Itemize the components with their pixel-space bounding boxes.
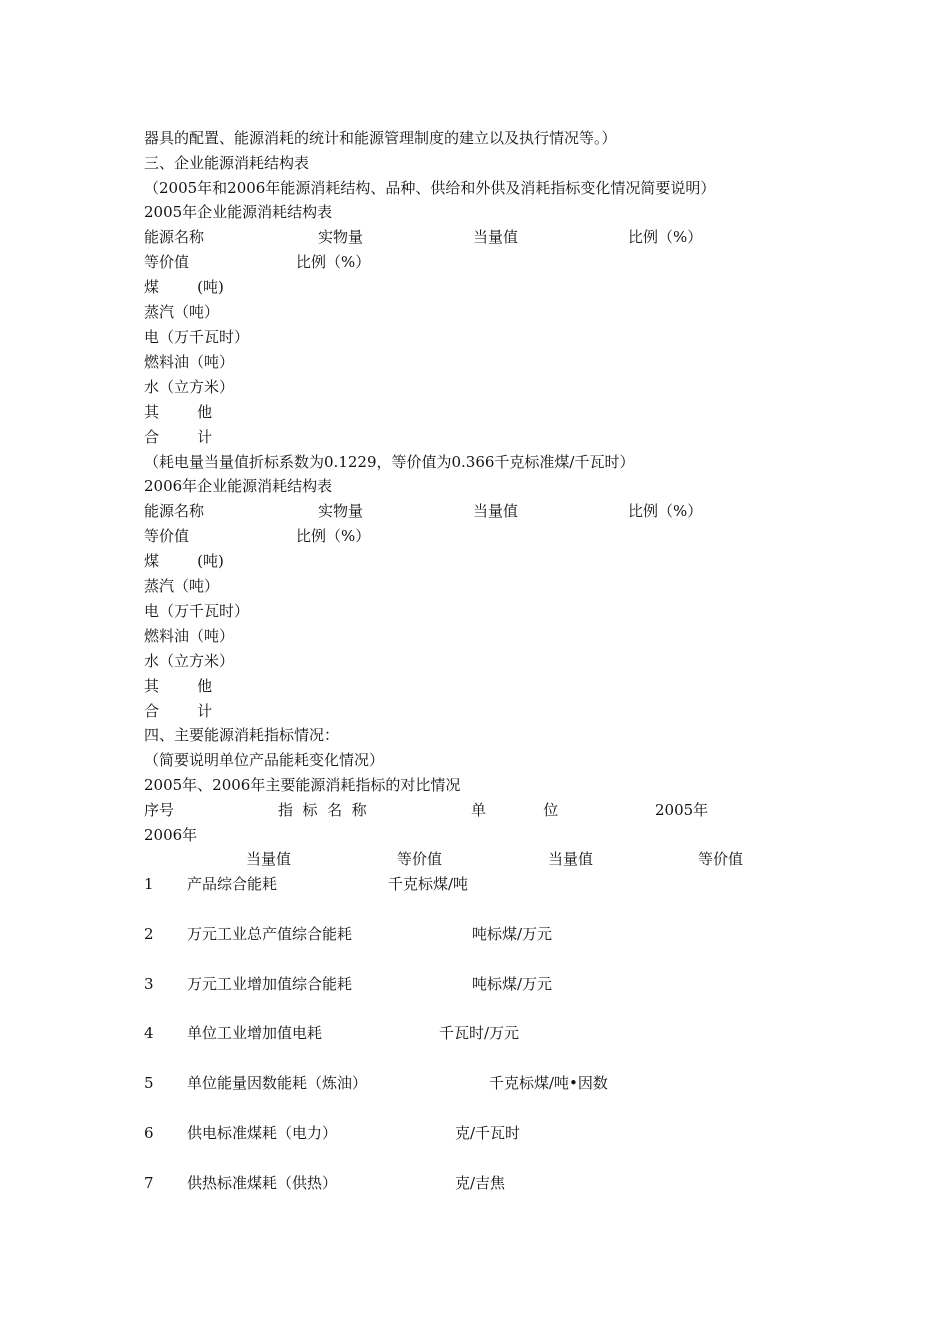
section-three-heading: 三、企业能源消耗结构表	[144, 154, 310, 172]
table-row: 其 他	[144, 677, 213, 695]
subheader-equivalent-2005: 当量值	[246, 850, 292, 868]
table-row: 电（万千瓦时）	[144, 328, 250, 346]
header-year-2005: 2005年	[655, 801, 709, 819]
comparison-table-title: 2005年、2006年主要能源消耗指标的对比情况	[144, 776, 461, 794]
header-ratio-2: 比例（%）	[296, 527, 371, 545]
header-physical-qty: 实物量	[318, 502, 364, 520]
row-unit: 千克标煤/吨	[388, 875, 469, 893]
section-three-note: （2005年和2006年能源消耗结构、品种、供给和外供及消耗指标变化情况简要说明）	[144, 179, 716, 197]
row-number: 6	[144, 1124, 154, 1142]
table-row: 蒸汽（吨）	[144, 303, 220, 321]
row-indicator-name: 万元工业总产值综合能耗	[187, 925, 353, 943]
header-ratio: 比例（%）	[628, 502, 703, 520]
row-number: 7	[144, 1174, 154, 1192]
header-equivalent-value: 当量值	[473, 228, 519, 246]
header-index: 序号	[144, 801, 175, 819]
row-indicator-name: 供电标准煤耗（电力）	[187, 1124, 338, 1142]
conversion-footnote: （耗电量当量值折标系数为0.1229，等价值为0.366千克标准煤/千瓦时）	[144, 453, 635, 471]
row-unit: 千瓦时/万元	[439, 1024, 520, 1042]
table-row: 电（万千瓦时）	[144, 602, 250, 620]
row-number: 3	[144, 975, 154, 993]
row-number: 2	[144, 925, 154, 943]
table-row: 其 他	[144, 403, 213, 421]
row-number: 5	[144, 1074, 154, 1092]
header-equal-price-value: 等价值	[144, 527, 190, 545]
table-2005-title: 2005年企业能源消耗结构表	[144, 203, 333, 221]
row-number: 1	[144, 875, 154, 893]
table-row: 蒸汽（吨）	[144, 577, 220, 595]
row-unit: 千克标煤/吨•因数	[489, 1074, 608, 1092]
row-indicator-name: 万元工业增加值综合能耗	[187, 975, 353, 993]
header-energy-name: 能源名称	[144, 228, 205, 246]
table-row: 煤 (吨)	[144, 552, 224, 570]
row-unit: 吨标煤/万元	[472, 975, 553, 993]
header-energy-name: 能源名称	[144, 502, 205, 520]
subheader-equal-price-2005: 等价值	[397, 850, 443, 868]
table-row: 合 计	[144, 428, 213, 446]
header-ratio: 比例（%）	[628, 228, 703, 246]
subheader-equal-price-2006: 等价值	[698, 850, 744, 868]
row-indicator-name: 单位工业增加值电耗	[187, 1024, 323, 1042]
header-equal-price-value: 等价值	[144, 253, 190, 271]
row-indicator-name: 供热标准煤耗（供热）	[187, 1174, 338, 1192]
header-year-2006: 2006年	[144, 826, 198, 844]
table-row: 水（立方米）	[144, 378, 235, 396]
row-indicator-name: 产品综合能耗	[187, 875, 278, 893]
row-unit: 克/吉焦	[455, 1174, 506, 1192]
table-row: 燃料油（吨）	[144, 353, 235, 371]
table-row: 煤 (吨)	[144, 278, 224, 296]
row-unit: 克/千瓦时	[455, 1124, 521, 1142]
header-ratio-2: 比例（%）	[296, 253, 371, 271]
header-equivalent-value: 当量值	[473, 502, 519, 520]
header-indicator-name: 指 标 名 称	[278, 801, 367, 819]
header-physical-qty: 实物量	[318, 228, 364, 246]
section-four-heading: 四、主要能源消耗指标情况：	[144, 726, 340, 744]
header-unit: 单 位	[471, 801, 559, 819]
table-row: 合 计	[144, 702, 213, 720]
section-four-note: （简要说明单位产品能耗变化情况）	[144, 751, 385, 769]
table-row: 燃料油（吨）	[144, 627, 235, 645]
row-number: 4	[144, 1024, 154, 1042]
row-indicator-name: 单位能量因数能耗（炼油）	[187, 1074, 368, 1092]
table-2006-title: 2006年企业能源消耗结构表	[144, 477, 333, 495]
table-row: 水（立方米）	[144, 652, 235, 670]
row-unit: 吨标煤/万元	[472, 925, 553, 943]
subheader-equivalent-2006: 当量值	[548, 850, 594, 868]
intro-line: 器具的配置、能源消耗的统计和能源管理制度的建立以及执行情况等。）	[144, 129, 617, 147]
